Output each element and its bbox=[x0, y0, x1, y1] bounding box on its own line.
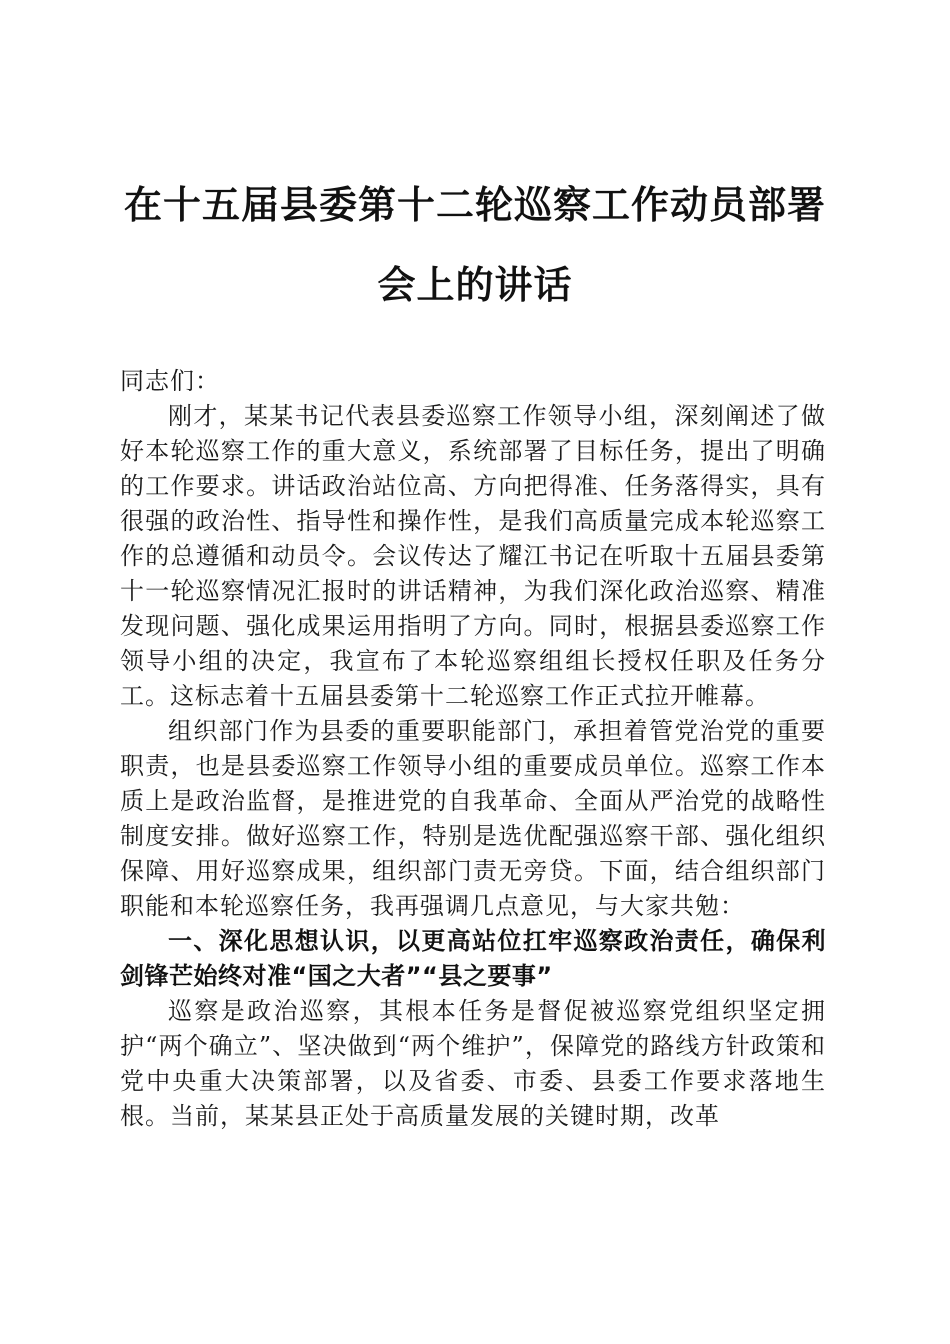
body-paragraph: 刚才，某某书记代表县委巡察工作领导小组，深刻阐述了做好本轮巡察工作的重大意义，系统部署了目标任务，提出了明确的工作要求。讲话政治站位高、方向把得准、任务落得实，具有很强的政治性、指导性和操作性，是我们高质量完成本轮巡察工作的总遵循和动员令。会议传达了耀江书记在听取十五届县委第十一轮巡察情况汇报时的讲话精神，为我们深化政治巡察、精准发现问题、强化成果运用指明了方向。同时，根据县委巡察工作领导小组的决定，我宣布了本轮巡察组组长授权任职及任务分工。这标志着十五届县委第十二轮巡察工作正式拉开帷幕。 bbox=[120, 402, 826, 710]
body-paragraph: 组织部门作为县委的重要职能部门，承担着管党治党的重要职责，也是县委巡察工作领导小组的重要成员单位。巡察工作本质上是政治监督，是推进党的自我革命、全面从严治党的战略性制度安排。做好巡察工作，特别是选优配强巡察干部、强化组织保障、用好巡察成果，组织部门责无旁贷。下面，结合组织部门职能和本轮巡察任务，我再强调几点意见，与大家共勉： bbox=[120, 717, 826, 920]
document-body bbox=[120, 364, 826, 1134]
section-heading: 一、深化思想认识，以更高站位扛牢巡察政治责任，确保利剑锋芒始终对准“国之大者”“县之要事” bbox=[120, 927, 826, 990]
salutation: 同志们： bbox=[120, 367, 220, 395]
document-title: 在十五届县委第十二轮巡察工作动员部署会上的讲话 bbox=[123, 182, 826, 307]
body-paragraph: 巡察是政治巡察，其根本任务是督促被巡察党组织坚定拥护“两个确立”、坚决做到“两个维护”，保障党的路线方针政策和党中央重大决策部署，以及省委、市委、县委工作要求落地生根。当前，某某县正处于高质量发展的关键时期，改革 bbox=[120, 997, 826, 1130]
